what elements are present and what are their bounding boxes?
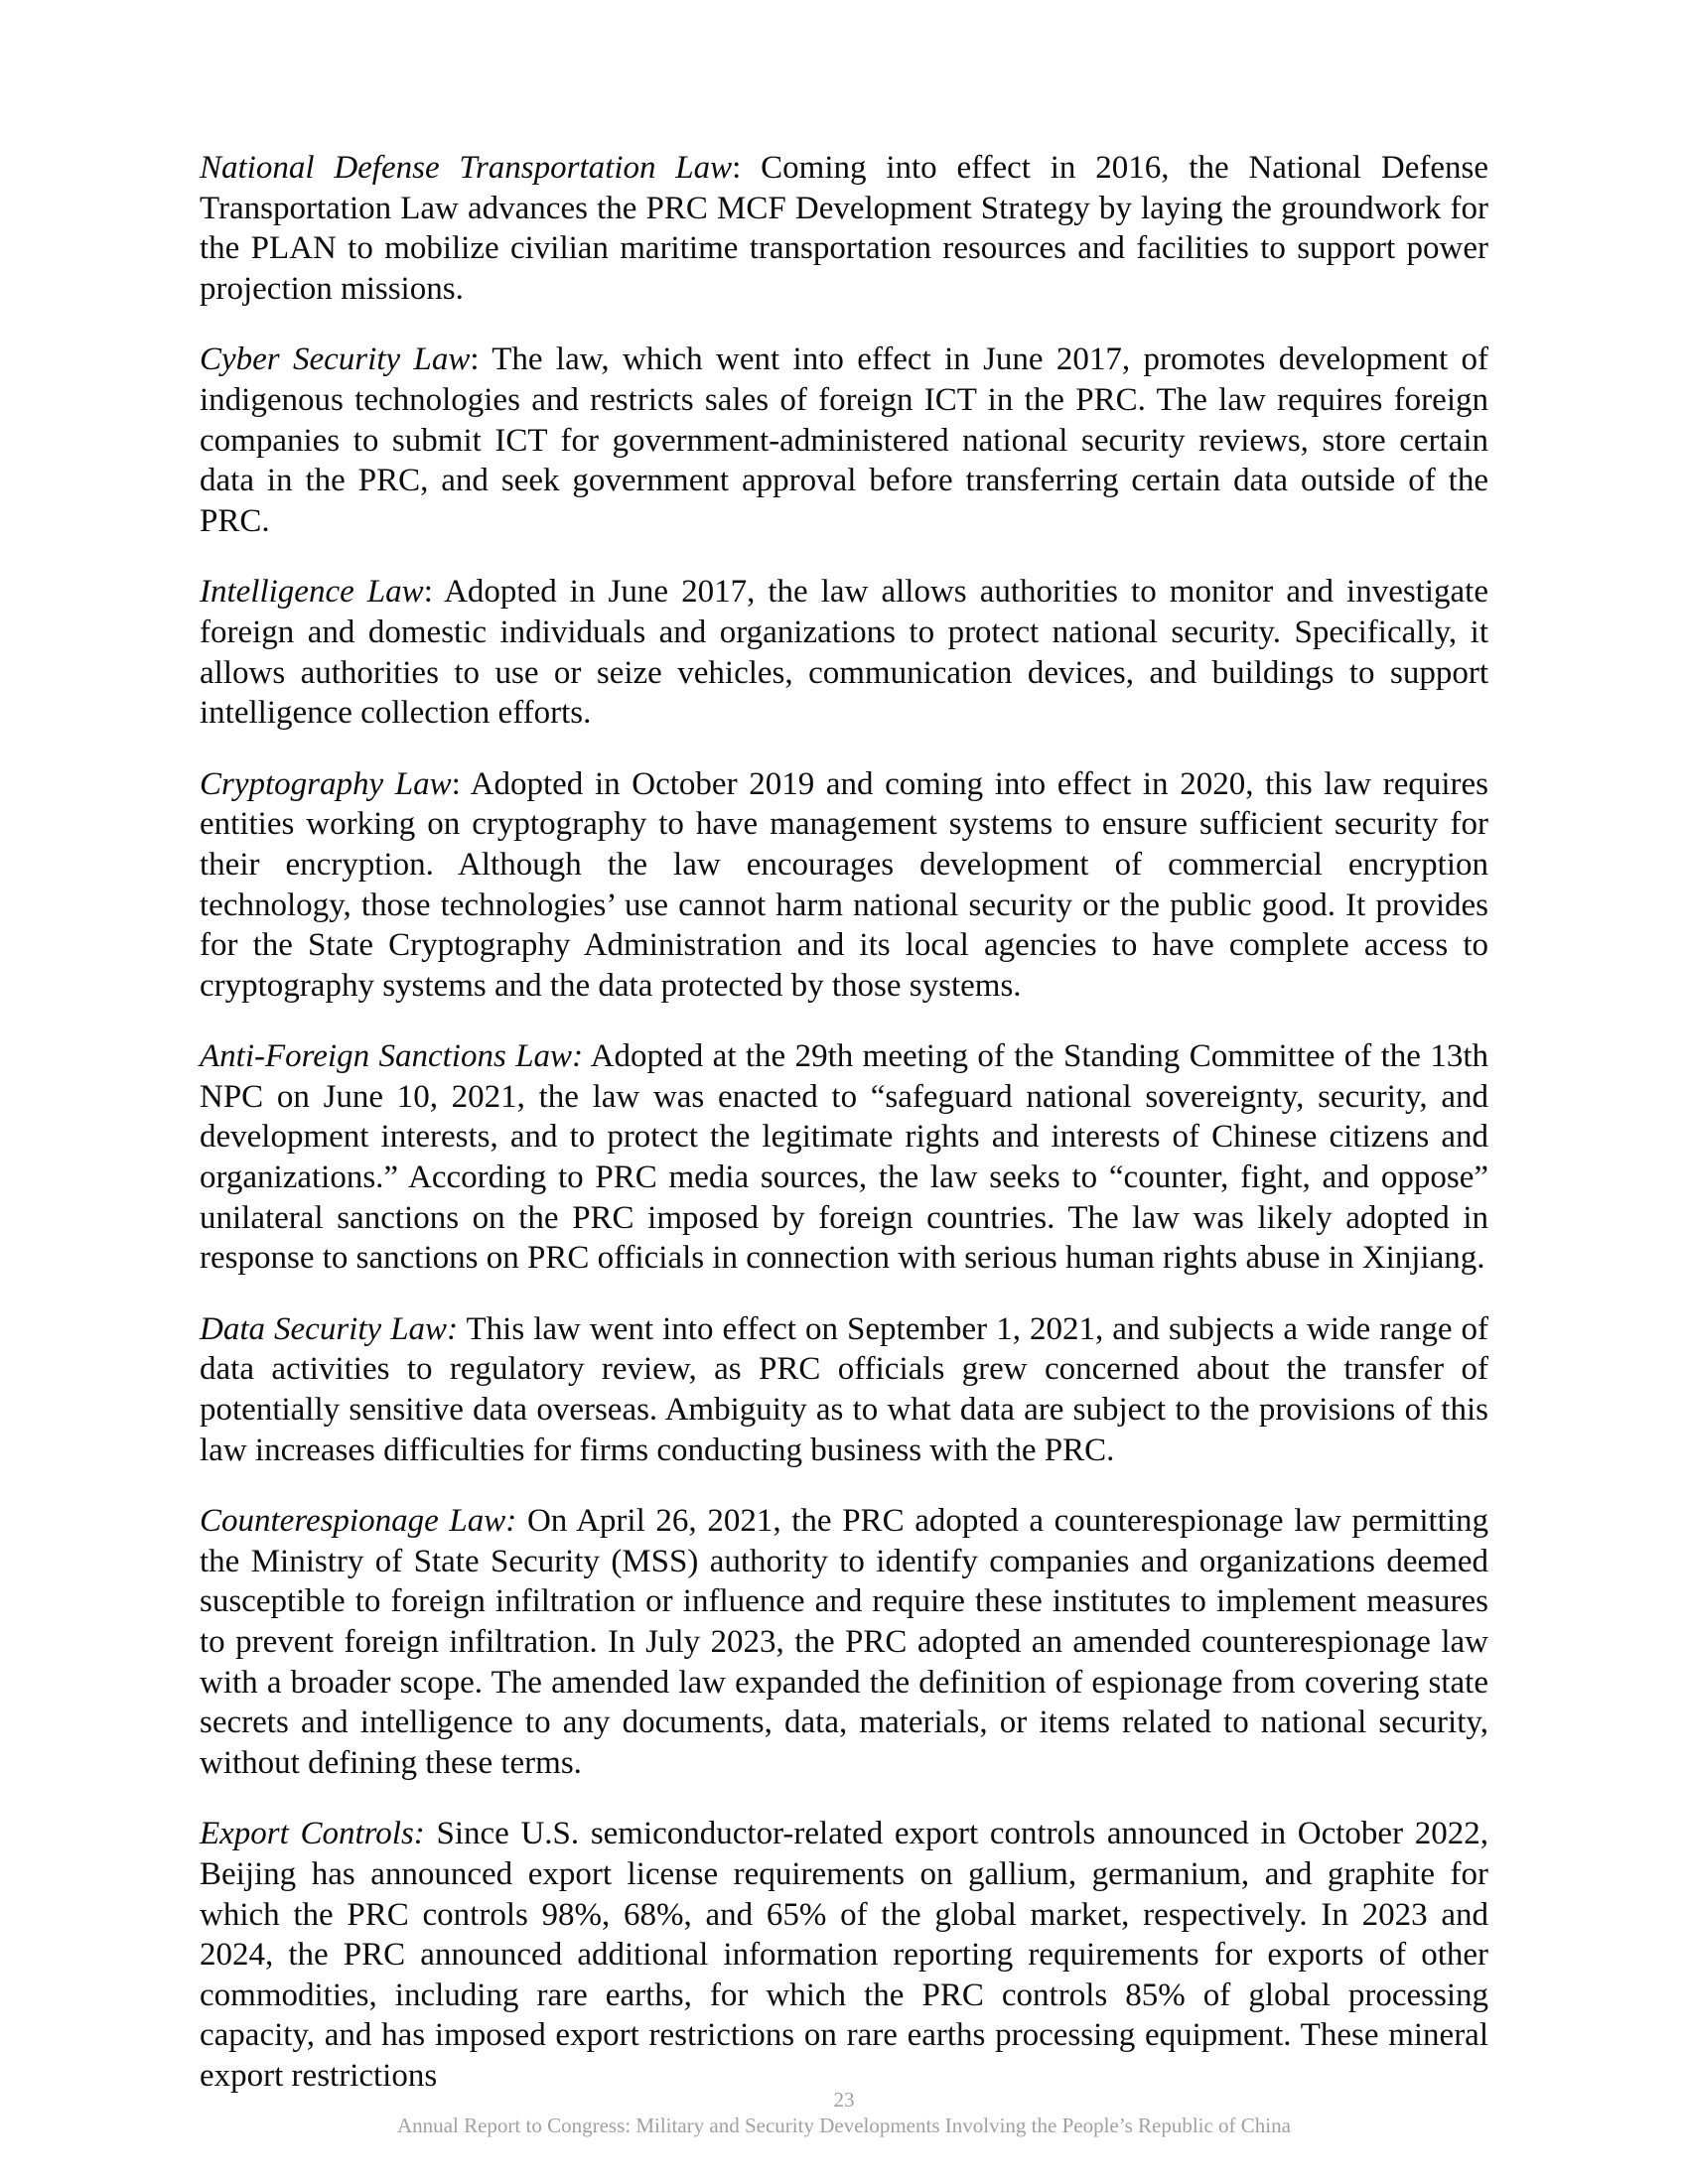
law-name: Data Security Law: (200, 1310, 459, 1347)
paragraph-cryptography-law (200, 764, 1488, 1007)
paragraph-body: : Coming into effect in 2016, the National Defense Transportation Law advances the PRC MCF Development Strategy by laying the groundwork for the PLAN to mobilize civilian maritime transportation resources and facilities to support power projection missions. (200, 150, 1488, 307)
page-number: 23 (833, 2088, 855, 2112)
paragraph-intelligence-law (200, 572, 1488, 733)
paragraph-counterespionage-law (200, 1501, 1488, 1783)
paragraph-body: Adopted at the 29th meeting of the Standing Committee of the 13th NPC on June 10, 2021, the law was enacted to “safeguard national sovereignty, security, and development interests, and to protect the legitimate rights and interests of Chinese citizens and organizations.” According to PRC media sources, the law seeks to “counter, fight, and oppose” unilateral sanctions on the PRC imposed by foreign countries. The law was likely adopted in response to sanctions on PRC officials in connection with serious human rights abuse in Xinjiang. (200, 1038, 1489, 1277)
law-name: Cyber Security Law (200, 341, 471, 378)
page-body (200, 148, 1488, 2127)
running-footer-title: Annual Report to Congress: Military and Security Developments Involving the People’s Republic of China (397, 2114, 1291, 2137)
law-name: Cryptography Law (200, 765, 452, 802)
law-name: National Defense Transportation Law (200, 150, 733, 186)
paragraph-body: Since U.S. semiconductor-related export controls announced in October 2022, Beijing has announced export license requirements on gallium, germanium, and graphite for which the PRC controls 98%, 68%, and 65% of the global market, respectively. In 2023 and 2024, the PRC announced additional information reporting requirements for exports of other commodities, including rare earths, for which the PRC controls 85% of global processing capacity, and has imposed export restrictions on rare earths processing equipment. These mineral export restrictions (200, 1816, 1488, 2094)
paragraph-body: : The law, which went into effect in June 2017, promotes development of indigenous technologies and restricts sales of foreign ICT in the PRC. The law requires foreign companies to submit ICT for government-administered national security reviews, store certain data in the PRC, and seek government approval before transferring certain data outside of the PRC. (200, 341, 1488, 539)
paragraph-body: : Adopted in June 2017, the law allows authorities to monitor and investigate foreign and domestic individuals and organizations to protect national security. Specifically, it allows authorities to use or seize vehicles, communication devices, and buildings to support intelligence collection efforts. (200, 574, 1488, 732)
paragraph-export-controls (200, 1814, 1488, 2096)
paragraph-national-defense-transportation-law (200, 148, 1488, 309)
paragraph-body: On April 26, 2021, the PRC adopted a counterespionage law permitting the Ministry of State Security (MSS) authority to identify companies and organizations deemed susceptible to foreign infiltration or influence and require these institutes to implement measures to prevent foreign infiltration. In July 2023, the PRC adopted an amended counterespionage law with a broader scope. The amended law expanded the definition of espionage from covering state secrets and intelligence to any documents, data, materials, or items related to national security, without defining these terms. (200, 1503, 1488, 1781)
law-name: Export Controls: (200, 1816, 425, 1852)
paragraph-anti-foreign-sanctions-law (200, 1036, 1488, 1279)
paragraph-body: This law went into effect on September 1, 2021, and subjects a wide range of data activities to regulatory review, as PRC officials grew concerned about the transfer of potentially sensitive data overseas. Ambiguity as to what data are subject to the provisions of this law increases difficulties for firms conducting business with the PRC. (200, 1310, 1489, 1468)
paragraph-body: : Adopted in October 2019 and coming into effect in 2020, this law requires entities working on cryptography to have management systems to ensure sufficient security for their encryption. Although the law encourages development of commercial encryption technology, those technologies’ use cannot harm national security or the public good. It provides for the State Cryptography Administration and its local agencies to have complete access to cryptography systems and the data protected by those systems. (200, 765, 1488, 1004)
paragraph-data-security-law (200, 1309, 1488, 1470)
law-name: Counterespionage Law: (200, 1503, 517, 1540)
paragraph-cyber-security-law (200, 340, 1488, 541)
law-name: Intelligence Law (200, 574, 424, 611)
law-name: Anti-Foreign Sanctions Law: (200, 1038, 584, 1075)
